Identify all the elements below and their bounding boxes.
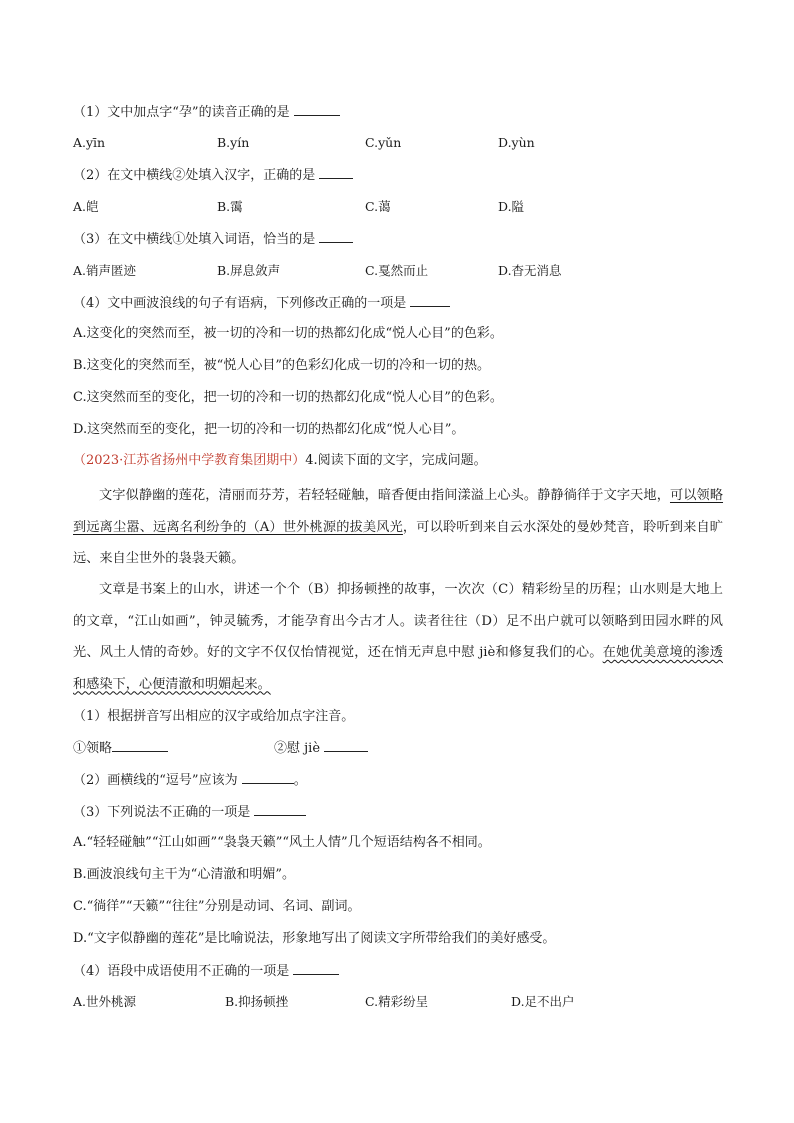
passage-p1-text: 文字似静幽的莲花，清丽而芬芳，若轻轻碰触，暗香便由指间漾溢上心头。静静徜徉于文字天地，: [99, 488, 670, 503]
answer-blank[interactable]: [324, 739, 368, 752]
q1-option-a[interactable]: A.yīn: [73, 135, 106, 150]
q2-stem: [73, 166, 733, 185]
answer-blank[interactable]: [293, 962, 339, 975]
q3-option-c[interactable]: C.戛然而止: [365, 263, 429, 278]
q2-option-c[interactable]: C.蔼: [365, 199, 391, 214]
answer-blank[interactable]: [242, 771, 294, 784]
q3-option-a[interactable]: A.销声匿迹: [73, 263, 137, 278]
q3-option-b[interactable]: B.屏息敛声: [217, 263, 281, 278]
sub-q3-option-d[interactable]: D.“文字似静幽的莲花”是比喻说法，形象地写出了阅读文字所带给我们的美好感受。: [73, 931, 556, 946]
answer-blank[interactable]: [319, 230, 353, 243]
q2-option-a[interactable]: A.皑: [73, 199, 99, 214]
sub-q2-end: 。: [293, 773, 307, 788]
sub-q3: [73, 803, 733, 822]
sub-q3-option-b[interactable]: B.画波浪线句主干为“心清澈和明媚”。: [73, 867, 295, 882]
answer-blank[interactable]: [294, 103, 340, 116]
q4-option-b[interactable]: B.这变化的突然而至，被“悦人心目”的色彩幻化成一切的冷和一切的热。: [73, 358, 490, 373]
q4-option-c[interactable]: C.这突然而至的变化，把一切的冷和一切的热都幻化成“悦人心目”的色彩。: [73, 390, 503, 405]
sub-q1-items: [73, 739, 733, 758]
answer-blank[interactable]: [410, 294, 450, 307]
wavy-underlined-sentence: 在她优美意境的渗透和感染下，心便清澈和明媚起来。: [73, 645, 723, 692]
underlined-sentence: 可以领略到远离尘嚣、远离名利纷争的（A）世外桃源的拔美风光: [73, 488, 724, 535]
sub-q4-text: （4）语段中成语使用不正确的一项是: [73, 964, 294, 979]
question-source: [73, 452, 733, 470]
sub-q4: [73, 962, 733, 981]
q4-option-d[interactable]: D.这突然而至的变化，把一切的冷和一切的热都幻化成“悦人心目”。: [73, 422, 465, 437]
sub-q1-item-b-wrap: [274, 739, 368, 758]
q1-stem-text: （1）文中加点字“孕”的读音正确的是: [73, 105, 294, 120]
q3-stem-text: （3）在文中横线①处填入词语，恰当的是: [73, 232, 320, 247]
sub-q1-item-a: ①领略: [73, 741, 113, 756]
sub-q2: [73, 771, 733, 790]
sub-q4-option-b[interactable]: B.抑扬顿挫: [225, 994, 289, 1009]
passage-p1-text-end: ，可以聆听到来自云水深处的曼妙梵音，聆听到来自旷远、来自尘世外的袅袅天籁。: [73, 519, 723, 566]
sub-q3-option-a[interactable]: A.“轻轻碰触”“江山如画”“袅袅天籁”“风土人情”几个短语结构各不相同。: [73, 835, 491, 850]
passage-paragraph-1: [73, 480, 723, 575]
sub-q1-stem: （1）根据拼音写出相应的汉字或给加点字注音。: [73, 709, 355, 724]
sub-q1-item-b: ②慰 jiè: [274, 741, 325, 756]
q1-option-c[interactable]: C.yǔn: [365, 135, 402, 150]
passage-p2-text: 文章是书案上的山水，讲述一个个（B）抑扬顿挫的故事，一次次（C）精彩纷呈的历程；山水则是大地上的文章，“江山如画”，钟灵毓秀，才能孕育出今古才人。读者往往（D）足不出户就可以领略到田园水畔的风光、风土人情的奇妙。好的文字不仅仅怡情视觉，还在悄无声息中慰 jiè和修复我们的心。: [73, 582, 723, 660]
question-number-text: 4.阅读下面的文字，完成问题。: [305, 453, 487, 468]
q2-option-b[interactable]: B.霭: [217, 199, 243, 214]
passage-paragraph-2: [73, 574, 723, 700]
sub-q3-option-c[interactable]: C.“徜徉”“天籁”“往往”分别是动词、名词、副词。: [73, 899, 361, 914]
q3-stem: [73, 230, 733, 249]
sub-q4-option-c[interactable]: C.精彩纷呈: [365, 994, 429, 1009]
q1-option-b[interactable]: B.yín: [217, 135, 250, 150]
q1-option-d[interactable]: D.yùn: [498, 135, 535, 150]
q2-stem-text: （2）在文中横线②处填入汉字，正确的是: [73, 168, 320, 183]
answer-blank[interactable]: [254, 803, 306, 816]
q1-stem: [73, 103, 733, 122]
q4-stem-text: （4）文中画波浪线的句子有语病，下列修改正确的一项是: [73, 296, 411, 311]
sub-q3-text: （3）下列说法不正确的一项是: [73, 805, 255, 820]
source-tag: （2023·江苏省扬州中学教育集团期中）: [73, 453, 306, 468]
q4-stem: [73, 294, 733, 313]
q3-option-d[interactable]: D.杳无消息: [498, 263, 562, 278]
q2-option-d[interactable]: D.隘: [498, 199, 525, 214]
sub-q2-text: （2）画横线的“逗号”应该为: [73, 773, 242, 788]
sub-q4-option-a[interactable]: A.世外桃源: [73, 994, 137, 1009]
q4-option-a[interactable]: A.这变化的突然而至，被一切的冷和一切的热都幻化成“悦人心目”的色彩。: [73, 326, 503, 341]
answer-blank[interactable]: [112, 739, 168, 752]
answer-blank[interactable]: [319, 166, 353, 179]
sub-q4-option-d[interactable]: D.足不出户: [511, 994, 575, 1009]
